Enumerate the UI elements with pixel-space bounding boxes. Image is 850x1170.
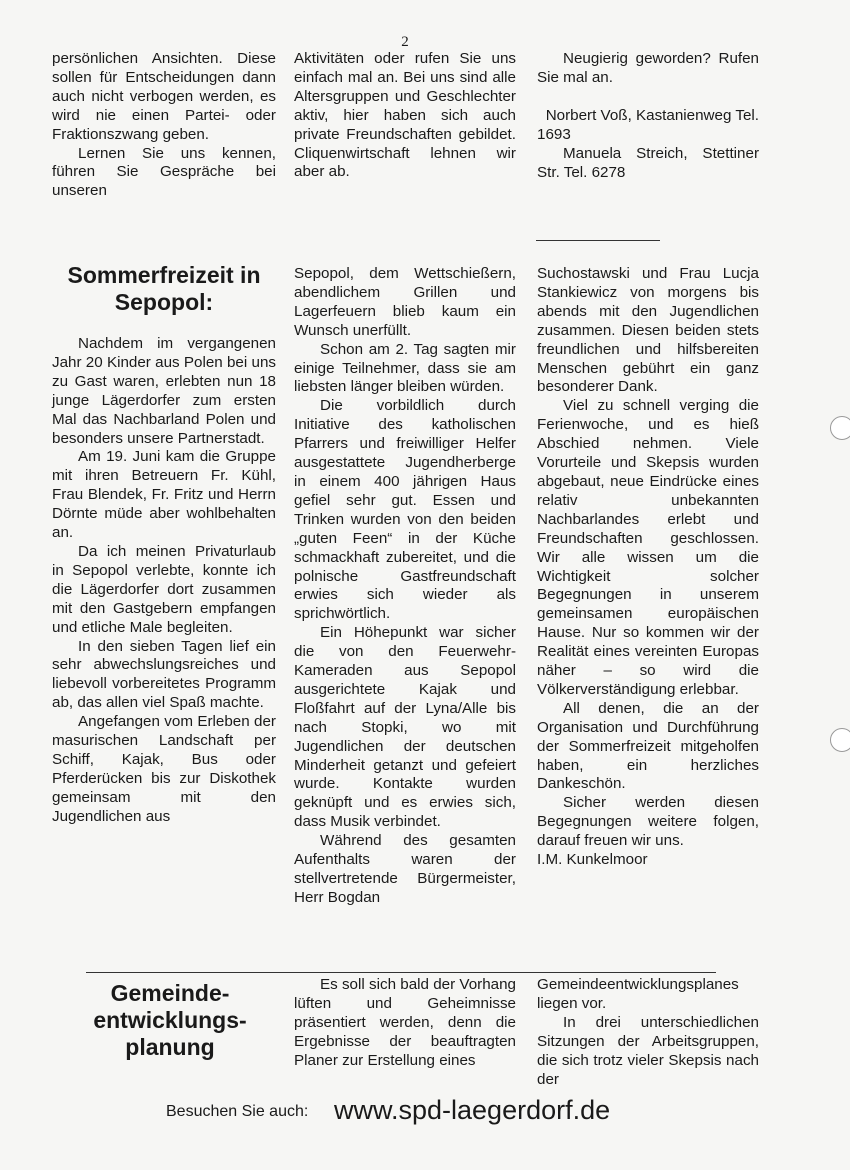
paragraph: Die vorbildlich durch Initiative des katholischen Pfarrers und freiwilliger Helfer ausgestattete Jugendherberge in einem 400 jährigen Haus gefiel sehr gut. Essen und Trinken wurden von den beiden „guten Feen“ in der Küche schmackhaft zubereitet, und die polnische Gastfreundschaft erwies sich wieder als sprichwörtlich. [294,397,516,623]
sommer-column-3 [537,265,759,870]
paragraph: Angefangen vom Erleben der masurischen Landschaft per Schiff, Kajak, Bus oder Pferderücken bis zur Diskothek gemeinsam mit den Jugendlichen aus [52,713,276,825]
paragraph: Lernen Sie uns kennen, führen Sie Gespräche bei unseren [52,144,276,200]
article-heading-gemeindeentwicklung: Gemeinde-entwicklungs-planung [93,980,247,1060]
sommer-column-2 [294,265,516,908]
footer [166,1093,666,1133]
paragraph: Während des gesamten Aufenthalts waren der stellvertretende Bürgermeister, Herr Bogdan [294,832,516,906]
paragraph: Gemeindeentwicklungsplanes liegen vor. [537,976,739,1012]
paragraph: Es soll sich bald der Vorhang lüften und Geheimnisse präsentiert werden, denn die Ergebnisse der beauftragten Planer zur Erstellung eines [294,976,516,1069]
top-column-2 [294,50,516,182]
paragraph: Ein Höhepunkt war sicher die von den Feuerwehr-Kameraden aus Sepopol ausgerichtete Kajak und Floßfahrt auf der Lyna/Alle bis nach Stopki, wo mit Jugendlichen der deutschen Minderheit getanzt und gefeiert wurde. Kontakte wurden geknüpft und es erwies sich, dass Musik verbindet. [294,624,516,831]
gemeinde-column-2 [294,976,516,1071]
paragraph: Sepopol, dem Wettschießern, abendlichem Grillen und Lagerfeuern blieb kaum ein Wunsch unerfüllt. [294,265,516,339]
contact-2: Manuela Streich, Stettiner Str. Tel. 6278 [537,144,759,181]
paragraph: Nachdem im vergangenen Jahr 20 Kinder aus Polen bei uns zu Gast waren, erlebten nun 18 junge Lägerdorfer zum ersten Mal das Nachbarland Polen und besonders unsere Partnerstadt. [52,335,276,447]
sommer-column-1 [52,335,276,827]
paragraph: In den sieben Tagen lief ein sehr abwechslungsreiches und liebevoll vorbereitetes Programm ab, das allen viel Spaß machte. [52,637,276,712]
punch-hole [830,416,850,440]
paragraph: In drei unterschiedlichen Sitzungen der Arbeitsgruppen, die sich trotz vieler Skepsis nach der [537,1013,759,1088]
footer-label: Besuchen Sie auch: [166,1103,309,1120]
paragraph: persönlichen Ansichten. Diese sollen für Entscheidungen dann auch nicht verbogen werden, es wird nie einen Partei- oder Fraktionszwang geben. [52,50,276,143]
website-link[interactable]: www.spd-laegerdorf.de [334,1095,611,1125]
paragraph: Schon am 2. Tag sagten mir einige Teilnehmer, dass sie am liebsten länger bleiben würden. [294,340,516,396]
paragraph: Viel zu schnell verging die Ferienwoche, und es hieß Abschied nehmen. Viele Vorurteile und Skepsis wurden abgebaut, neue Eindrücke eines relativ unbekannten Nachbarlandes erlebt und Freundschaften geschlossen. Wir alle wissen um die Wichtigkeit solcher Begegnungen in unserem gemeinsamen europäischen Hause. Nur so kommen wir der Realität eines vereinten Europas näher – so wird die Völkerverständigung erlebbar. [537,397,759,698]
paragraph: Sicher werden diesen Begegnungen weitere folgen, darauf freuen wir uns. [537,794,759,850]
author-signature: I.M. Kunkelmoor [537,851,648,869]
contact-1: Norbert Voß, Kastanienweg Tel. 1693 [537,106,759,143]
punch-hole [830,728,850,752]
paragraph: Neugierig geworden? Rufen Sie mal an. [537,50,759,86]
top-column-3 [537,50,759,182]
paragraph: Suchostawski und Frau Lucja Stankiewicz von morgens bis abends mit den Jugendlichen zusammen. Diesen beiden stets freundlichen und hilfsbereiten Menschen gebührt ein ganz besonderer Dank. [537,265,759,396]
section-divider [86,972,716,973]
section-divider [536,240,660,241]
paragraph: All denen, die an der Organisation und Durchführung der Sommerfreizeit mitgeholfen haben, ein herzliches Dankeschön. [537,699,759,793]
article-heading-sommerfreizeit: Sommerfreizeit in Sepopol: [67,262,261,315]
page-number: 2 [401,34,409,50]
paragraph: Am 19. Juni kam die Gruppe mit ihren Betreuern Fr. Kühl, Frau Blendek, Fr. Fritz und Herrn Dörnte müde aber wohlbehalten an. [52,448,276,542]
gemeinde-column-3 [537,976,759,1089]
paragraph: Aktivitäten oder rufen Sie uns einfach mal an. Bei uns sind alle Altersgruppen und Geschlechter aktiv, hier haben sich auch private Freundschaften gebildet. Cliquenwirtschaft lehnen wir aber ab. [294,50,516,181]
paragraph: Da ich meinen Privaturlaub in Sepopol verlebte, konnte ich die Lägerdorfer dort zusammen mit den Gastgebern empfangen und etliche Male begleiten. [52,542,276,636]
top-column-1 [52,50,276,201]
